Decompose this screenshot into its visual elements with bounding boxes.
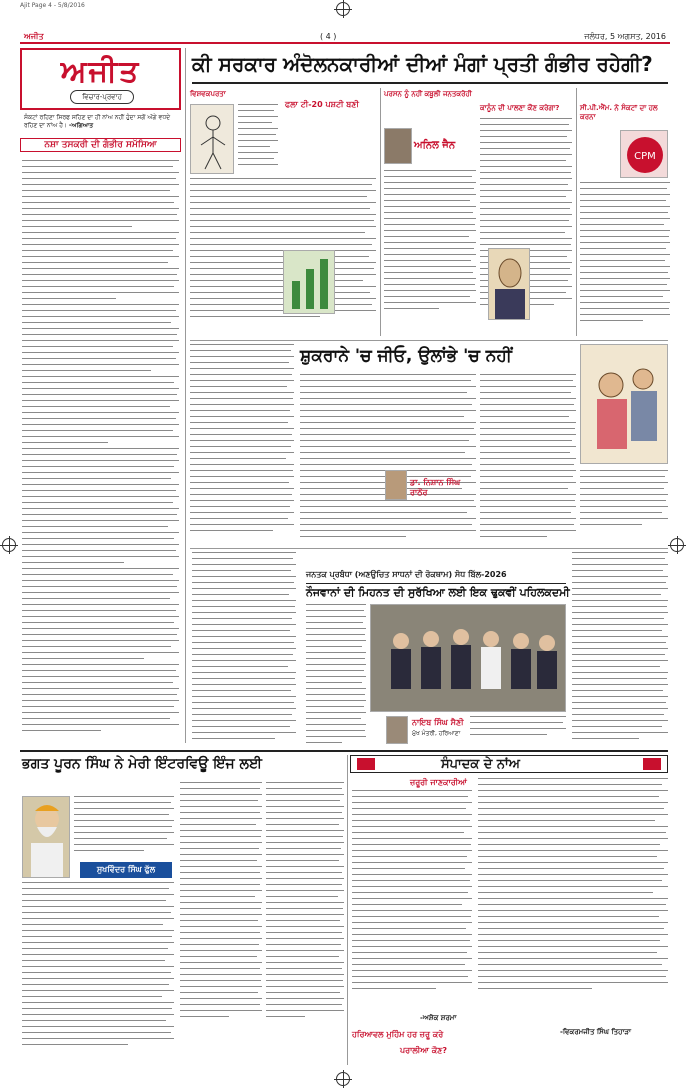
header-date: ਜਲੰਧਰ, 5 ਅਗਸਤ, 2016 xyxy=(584,32,666,41)
portrait-icon xyxy=(489,249,530,320)
page-header xyxy=(20,31,670,44)
column-rule xyxy=(380,88,381,336)
chart-illustration xyxy=(283,250,335,314)
letters-body-col1 xyxy=(352,790,472,1010)
cpm-logo-image xyxy=(620,130,668,178)
bottom-body-col2 xyxy=(180,782,262,1062)
group-photo-icon xyxy=(371,605,566,712)
bill-body-col2 xyxy=(470,716,566,746)
author-photo-anil xyxy=(384,128,412,164)
editorial-body xyxy=(22,160,179,740)
thought-quote xyxy=(24,114,180,130)
pen-icon-right xyxy=(643,758,661,770)
cartoon-figure-icon xyxy=(191,105,234,174)
letters-sub2: ਹਰਿਆਵਲ ਮੁਹਿੰਮ ਹਰ ਜ਼ਰੂ ਕਰੇ xyxy=(352,1030,444,1039)
cartoon-label: ਵਿਸ਼ਵਕਪਰਤਾ xyxy=(190,90,226,98)
svg-text:CPM: CPM xyxy=(634,151,656,162)
col3-author: ਅਨਿਲ ਜੈਨ xyxy=(414,140,456,151)
column-rule xyxy=(347,755,348,1065)
bar-graphic-icon xyxy=(284,251,335,314)
bottom-body-col3 xyxy=(266,782,344,1062)
bottom-body-col1 xyxy=(22,882,174,1062)
bottom-body-intro xyxy=(74,796,174,858)
main-headline-rule xyxy=(192,82,668,84)
bottom-headline: ਭਗਤ ਪੂਰਨ ਸਿੰਘ ਨੇ ਮੇਰੀ ਇੰਟਰਵਿਊ ਇੰਜ ਲਈ xyxy=(22,756,262,772)
bill-author-role: ਮੁੱਖ ਮੰਤਰੀ, ਹਰਿਆਣਾ xyxy=(412,730,461,737)
mid-body-col1 xyxy=(190,344,294,544)
column-rule xyxy=(185,48,186,743)
editorial-title-box xyxy=(20,138,181,152)
letters-sign1: -ਅਸ਼ੋਕ ਸ਼ਰਮਾ xyxy=(420,1014,457,1022)
letters-body-col2 xyxy=(478,778,668,1010)
cpm-logo-icon xyxy=(621,131,668,178)
letters-banner xyxy=(350,755,668,773)
bill-headline: ਨੌਜਵਾਨਾਂ ਦੀ ਮਿਹਨਤ ਦੀ ਸੁਰੱਖਿਆ ਲਈ ਇਕ ਢੁਕਵੀਂ ਪਹਿਲਕਦਮੀ xyxy=(306,586,570,599)
registration-mark-bottom xyxy=(336,1072,350,1086)
header-page-number: ( 4 ) xyxy=(320,32,337,41)
header-paper-name: ਅਜੀਤ xyxy=(24,32,44,41)
letters-sign2: -ਵਿਕਰਮਜੀਤ ਸਿੰਘ ਤਿਹਾੜਾ xyxy=(560,1028,632,1036)
thought-quote-text: ਸੰਕਟਾਂ ਰਹਿਣਾ ਸਿਰਫ ਸਹਿਣ ਦਾ ਹੀ ਨਾਂਅ ਨਹੀਂ ਹੁੰਦਾ ਸਗੋਂ ਅੱਗੇ ਵਧਦੇ ਰਹਿਣ ਦਾ ਨਾਂਅ ਹੈ। xyxy=(24,114,171,129)
bhagat-photo xyxy=(22,796,70,878)
cartoon-side-text xyxy=(238,104,278,174)
editorial-title: ਨਸ਼ਾ ਤਸਕਰੀ ਦੀ ਗੰਭੀਰ ਸਮੱਸਿਆ xyxy=(44,140,157,150)
bill-author: ਨਾਇਬ ਸਿੰਘ ਸੈਣੀ xyxy=(412,718,464,727)
print-info-strip xyxy=(0,2,687,14)
pen-icon-left xyxy=(357,758,375,770)
letters-sub3: ਪਰਾਲੀਆ ਕੌਣ? xyxy=(400,1046,448,1055)
col3-kicker: ਪਰਸਨ ਨੂੰ ਨਹੀਂ ਕਬੂਲੀ ਜਨਤਕਰੋਹੀ xyxy=(384,90,472,98)
letters-title: ਸੰਪਾਦਕ ਦੇ ਨਾਂਅ xyxy=(441,757,520,772)
masthead xyxy=(20,48,181,110)
col5-body xyxy=(580,182,670,338)
masthead-tag: ਵਿਚਾਰ-ਪ੍ਰਵਾਹ xyxy=(70,90,134,104)
main-headline: ਕੀ ਸਰਕਾਰ ਅੰਦੋਲਨਕਾਰੀਆਂ ਦੀਆਂ ਮੰਗਾਂ ਪ੍ਰਤੀ ਗੰਭੀਰ ਰਹੇਗੀ? xyxy=(192,52,653,76)
bill-body-col1 xyxy=(306,604,366,747)
mid-body-col3 xyxy=(480,374,576,544)
registration-mark-left xyxy=(2,538,16,552)
cartoon-image xyxy=(190,104,234,174)
bottom-author-box xyxy=(80,862,172,878)
col4-kicker: ਕਾਨੂੰਨ ਦੀ ਪਾਲਣਾ ਕੌਣ ਕਰੇਗਾ? xyxy=(480,104,560,112)
masthead-logo: ਅਜੀਤ xyxy=(60,54,141,89)
bill-left-body xyxy=(192,552,296,747)
elder-portrait-icon xyxy=(23,797,70,878)
section-rule-heavy xyxy=(20,750,668,752)
portrait-illustration xyxy=(488,248,530,320)
praying-figure-icon xyxy=(581,345,668,464)
col3-body xyxy=(384,170,476,336)
mid-illustration xyxy=(580,344,668,464)
letters-sub1: ਜ਼ਰੂਰੀ ਜਾਣਕਾਰੀਆਂ xyxy=(410,778,467,787)
bill-kicker-rule xyxy=(306,583,566,584)
bottom-author: ਸੁਖਵਿੰਦਰ ਸਿੰਘ ਫੁੱਲ xyxy=(96,865,156,874)
registration-mark-right xyxy=(670,538,684,552)
column-rule xyxy=(576,88,577,336)
mid-body-col2 xyxy=(300,374,476,544)
t20-title: ਫਲਾ ਟੀ-20 ਪਸ਼ਟੀ ਬਣੀ xyxy=(285,100,359,109)
author-photo-nayab xyxy=(386,716,408,744)
mid-body-col4 xyxy=(580,470,668,544)
mid-author: ਡਾ. ਨਿਸ਼ਾਨ ਸਿੰਘ ਰਾਠੌਰ xyxy=(410,478,461,497)
thought-quote-author: -ਅਗਿਆਤ xyxy=(68,122,94,129)
mid-headline: ਸ਼ੁਕਰਾਨੇ 'ਚ ਜੀਓ, ਉਲਾਂਭੇ 'ਚ ਨਹੀਂ xyxy=(300,346,512,366)
section-rule xyxy=(190,548,668,549)
bill-kicker: ਜਨਤਕ ਪ੍ਰਬੰਧਾ (ਅਣਉਚਿਤ ਸਾਧਨਾਂ ਦੀ ਰੋਕਥਾਮ) ਸੋਧ ਬਿੱਲ-2026 xyxy=(306,570,507,579)
col5-kicker: ਸੀ.ਪੀ.ਐੱਮ. ਨੇ ਸੰਕਟਾਂ ਦਾ ਹਲ ਕਰਨਾ xyxy=(580,104,658,121)
section-rule xyxy=(190,340,668,341)
bill-body-col3 xyxy=(572,552,668,747)
bill-photo xyxy=(370,604,566,712)
print-info-text: Ajit Page 4 - 5/8/2016 xyxy=(20,2,85,9)
author-photo-nishan xyxy=(385,470,407,500)
